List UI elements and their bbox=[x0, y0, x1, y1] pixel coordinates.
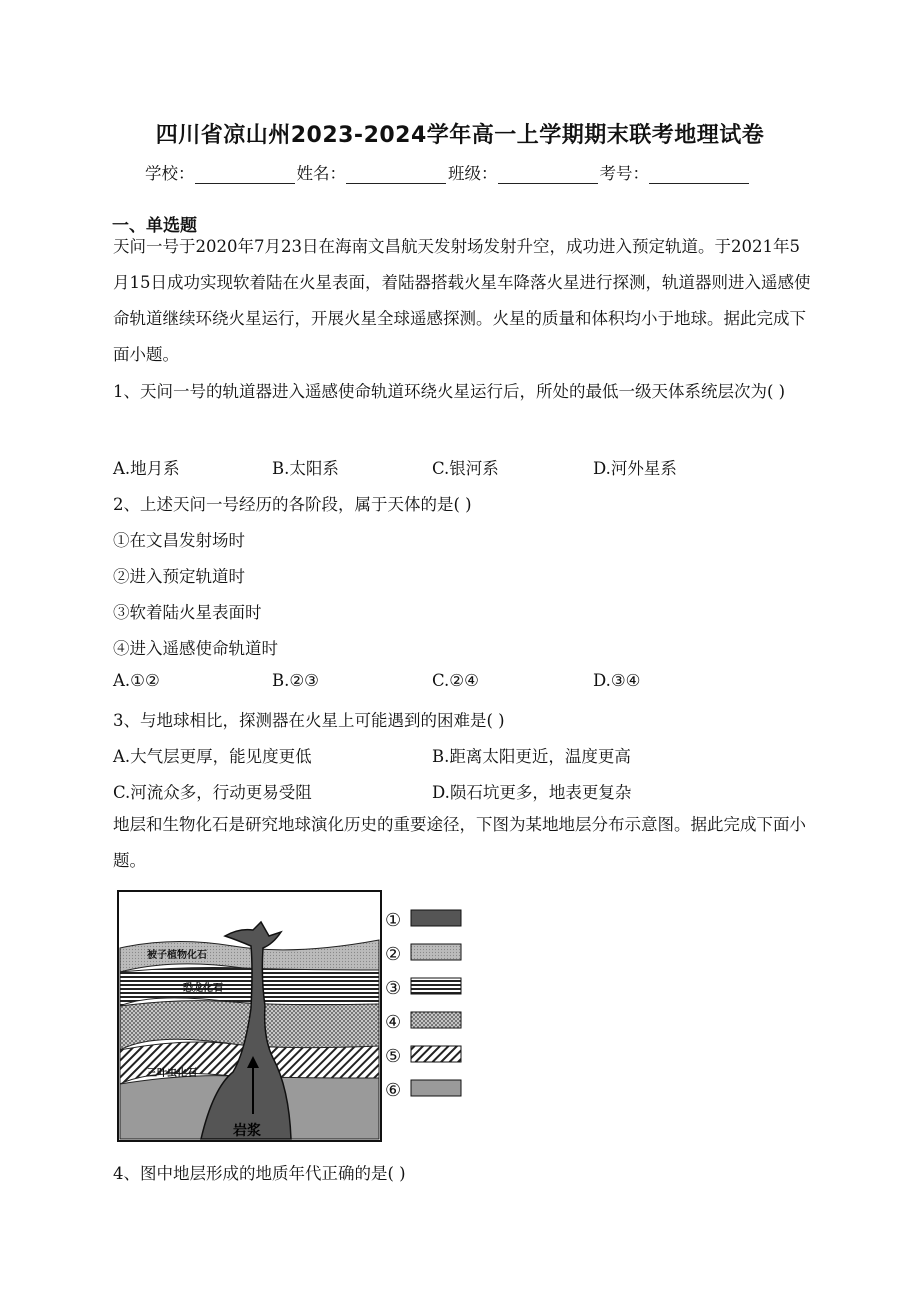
intro-paragraph-2: 地层和生物化石是研究地球演化历史的重要途径，下图为某地地层分布示意图。据此完成下面小题。 bbox=[113, 815, 806, 870]
question-2-stem: 2、上述天问一号经历的各阶段，属于天体的是( ) bbox=[113, 495, 472, 514]
magma-label: 岩浆 bbox=[233, 1123, 261, 1139]
legend-swatch-2 bbox=[411, 944, 461, 960]
q2-option-d[interactable]: D.③④ bbox=[593, 671, 641, 690]
section-heading: 一、单选题 bbox=[112, 216, 197, 236]
dinosaur-fossil-label: 恐龙化石 bbox=[183, 983, 223, 994]
strata-diagram bbox=[113, 888, 473, 1146]
angiosperm-fossil-label: 被子植物化石 bbox=[147, 950, 207, 961]
class-blank[interactable] bbox=[498, 167, 598, 184]
trilobite-fossil-label: 三叶虫化石 bbox=[147, 1068, 197, 1079]
school-label: 学校： bbox=[145, 164, 195, 183]
legend-swatch-4 bbox=[411, 1012, 461, 1028]
school-blank[interactable] bbox=[195, 167, 295, 184]
legend-num-1: ① bbox=[385, 910, 402, 931]
question-4-stem: 4、图中地层形成的地质年代正确的是( ) bbox=[113, 1164, 406, 1183]
q1-option-d[interactable]: D.河外星系 bbox=[593, 459, 677, 478]
strata-diagram-svg bbox=[113, 888, 473, 1146]
student-info-line bbox=[145, 160, 751, 184]
q2-option-c[interactable]: C.②④ bbox=[432, 671, 479, 690]
q3-option-b[interactable]: B.距离太阳更近，温度更高 bbox=[432, 747, 631, 766]
q1-option-b[interactable]: B.太阳系 bbox=[272, 459, 339, 478]
legend-swatch-5 bbox=[411, 1046, 461, 1062]
q3-option-d[interactable]: D.陨石坑更多，地表更复杂 bbox=[432, 783, 632, 802]
question-1-stem: 1、天问一号的轨道器进入遥感使命轨道环绕火星运行后，所处的最低一级天体系统层次为( ) bbox=[113, 382, 786, 401]
intro-paragraph-1: 天问一号于2020年7月23日在海南文昌航天发射场发射升空，成功进入预定轨道。于2021年5月15日成功实现软着陆在火星表面，着陆器搭载火星车降落火星进行探测，轨道器则进入遥感使命轨道继续环绕火星运行，开展火星全球遥感探测。火星的质量和体积均小于地球。据此完成下面小题。 bbox=[113, 237, 811, 364]
name-label: 姓名： bbox=[296, 164, 346, 183]
q3-option-a[interactable]: A.大气层更厚，能见度更低 bbox=[113, 747, 312, 766]
class-label: 班级： bbox=[448, 164, 498, 183]
legend-swatch-6 bbox=[411, 1080, 461, 1096]
legend-num-6: ⑥ bbox=[385, 1080, 402, 1101]
legend-num-3: ③ bbox=[385, 978, 402, 999]
legend-swatch-3 bbox=[411, 978, 461, 994]
q1-option-c[interactable]: C.银河系 bbox=[432, 459, 499, 478]
q1-option-a[interactable]: A.地月系 bbox=[113, 459, 180, 478]
q2-item-2: ②进入预定轨道时 bbox=[113, 567, 245, 586]
number-blank[interactable] bbox=[649, 167, 749, 184]
number-label: 考号： bbox=[599, 164, 649, 183]
legend-num-4: ④ bbox=[385, 1012, 402, 1033]
q3-option-c[interactable]: C.河流众多，行动更易受阻 bbox=[113, 783, 312, 802]
q2-item-3: ③软着陆火星表面时 bbox=[113, 603, 262, 622]
legend bbox=[385, 910, 461, 1101]
page-title: 四川省凉山州2023-2024学年高一上学期期末联考地理试卷 bbox=[155, 123, 765, 148]
q2-item-1: ①在文昌发射场时 bbox=[113, 531, 245, 550]
legend-num-5: ⑤ bbox=[385, 1046, 402, 1067]
q2-option-b[interactable]: B.②③ bbox=[272, 671, 319, 690]
q2-option-a[interactable]: A.①② bbox=[113, 671, 160, 690]
legend-swatch-1 bbox=[411, 910, 461, 926]
question-3-stem: 3、与地球相比，探测器在火星上可能遇到的困难是( ) bbox=[113, 711, 505, 730]
legend-num-2: ② bbox=[385, 944, 402, 965]
q2-item-4: ④进入遥感使命轨道时 bbox=[113, 639, 278, 658]
name-blank[interactable] bbox=[346, 167, 446, 184]
